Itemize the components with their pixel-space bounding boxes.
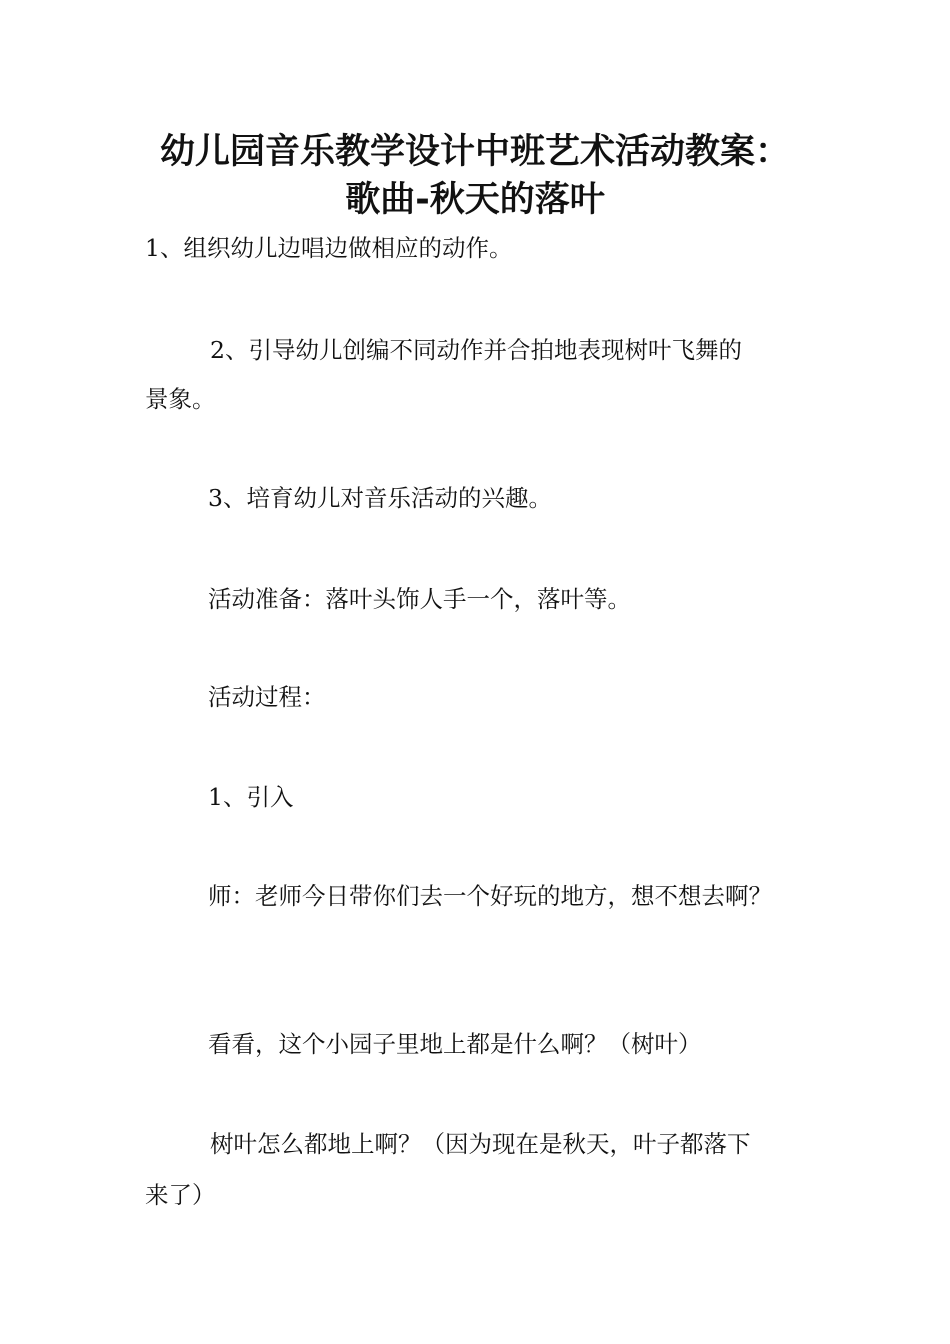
paragraph-objective-1: 1、组织幼儿边唱边做相应的动作。 — [145, 234, 513, 262]
paragraph-teacher-line: 师：老师今日带你们去一个好玩的地方，想不想去啊？ — [208, 882, 772, 910]
paragraph-preparation: 活动准备：落叶头饰人手一个，落叶等。 — [208, 585, 631, 613]
paragraph-objective-2: 2、引导幼儿创编不同动作并合拍地表现树叶飞舞的 — [210, 336, 742, 364]
paragraph-question-2: 树叶怎么都地上啊？（因为现在是秋天，叶子都落下 — [210, 1130, 751, 1158]
paragraph-objective-3: 3、培育幼儿对音乐活动的兴趣。 — [208, 484, 552, 512]
document-title-line-1: 幼儿园音乐教学设计中班艺术活动教案： — [159, 132, 790, 172]
document-title-line-2: 歌曲-秋天的落叶 — [345, 180, 605, 220]
paragraph-question-2-continued: 来了） — [145, 1181, 216, 1209]
paragraph-step-1: 1、引入 — [208, 783, 294, 811]
paragraph-objective-2-continued: 景象。 — [145, 385, 216, 413]
paragraph-process-heading: 活动过程： — [208, 683, 326, 711]
paragraph-question-1: 看看，这个小园子里地上都是什么啊？（树叶） — [208, 1030, 702, 1058]
